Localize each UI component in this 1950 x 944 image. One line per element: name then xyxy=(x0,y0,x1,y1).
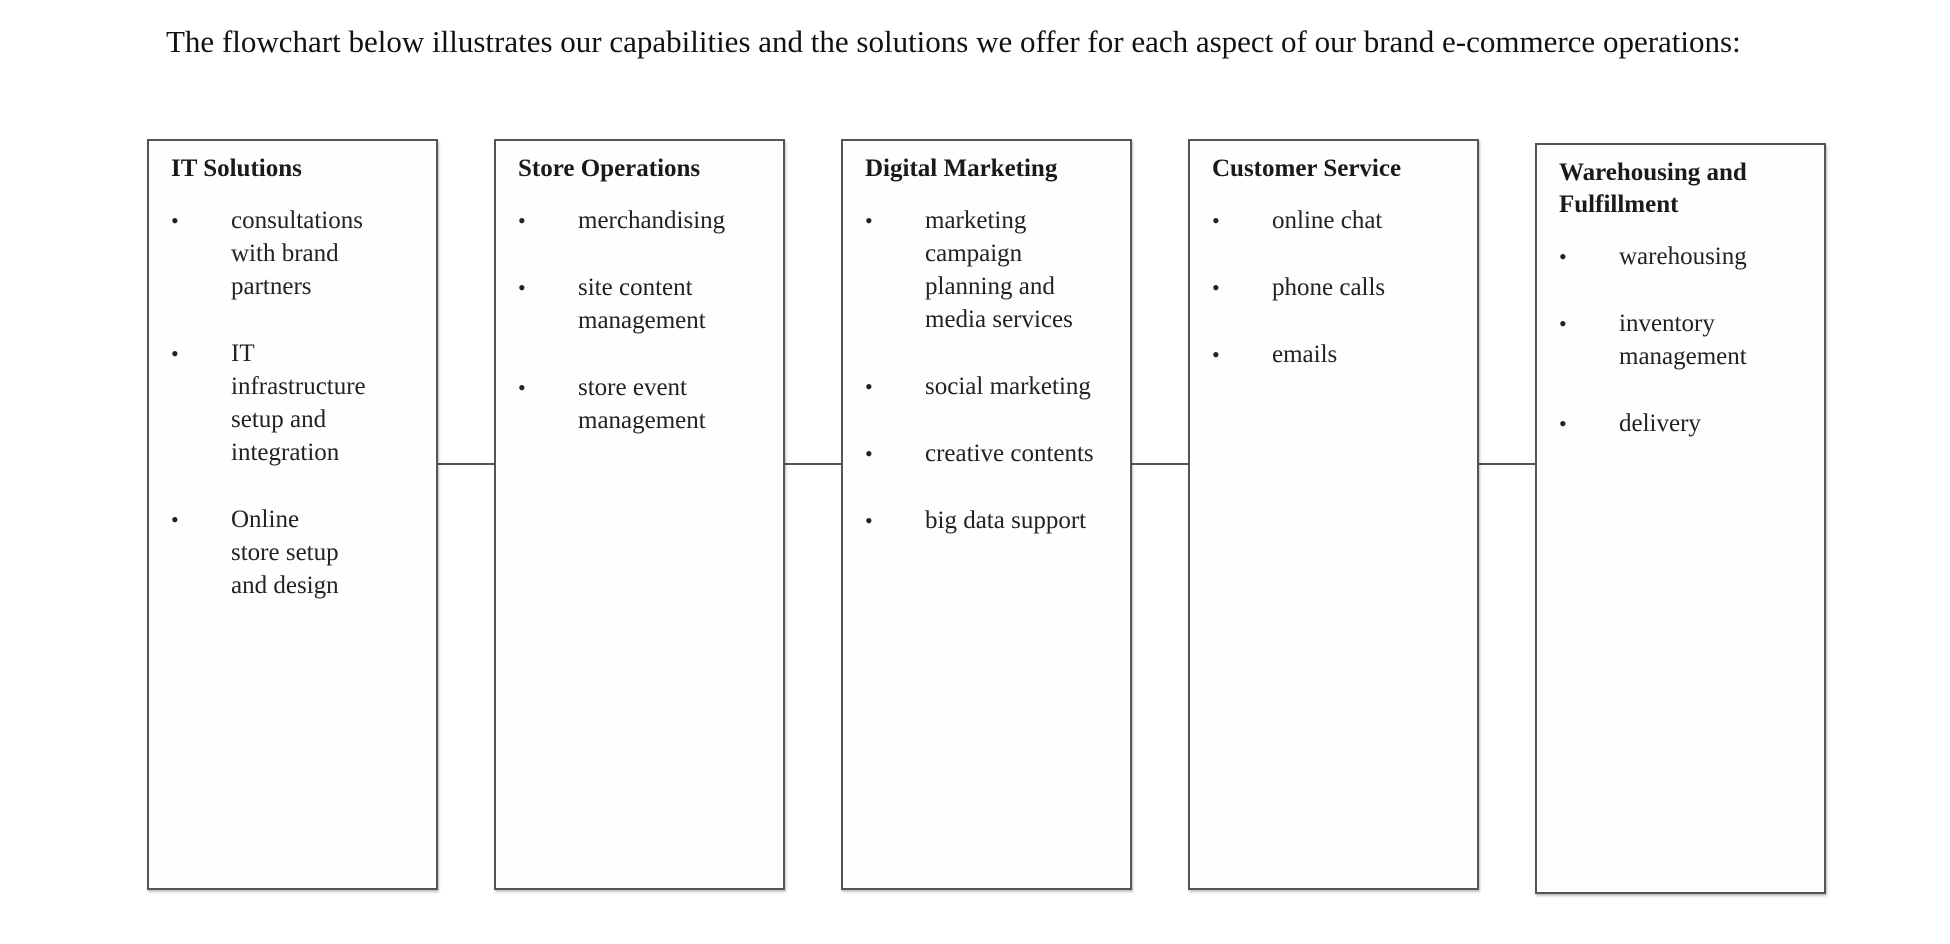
item-text: big data support xyxy=(925,507,1087,534)
list-item xyxy=(518,204,728,237)
item-text: Online store setup and design xyxy=(231,506,339,599)
item-text: marketing campaign planning and media services xyxy=(925,207,1073,333)
bullet-icon: • xyxy=(1559,411,1567,436)
box-title: IT Solutions xyxy=(171,155,302,182)
box-title: Customer Service xyxy=(1212,155,1402,182)
box-title: Store Operations xyxy=(518,155,701,182)
list-item xyxy=(865,504,1105,537)
item-text: IT infrastructure setup and integration xyxy=(231,340,366,466)
list-item xyxy=(171,337,366,469)
item-text: creative contents xyxy=(925,440,1094,467)
item-list xyxy=(865,204,1105,537)
intro-text: The flowchart below illustrates our capabilities and the solutions we offer for each aspect of our brand e-commerce operations: xyxy=(166,24,1741,59)
item-text: delivery xyxy=(1619,410,1701,437)
list-item xyxy=(1559,307,1799,373)
item-text: merchandising xyxy=(578,207,726,234)
connector-1 xyxy=(437,463,495,465)
bullet-icon: • xyxy=(865,508,873,533)
bullet-icon: • xyxy=(171,341,179,366)
connector-2 xyxy=(784,463,842,465)
connector-4 xyxy=(1478,463,1536,465)
item-text: site content management xyxy=(578,274,706,334)
list-item xyxy=(1212,204,1452,237)
item-text: warehousing xyxy=(1619,243,1747,270)
bullet-icon: • xyxy=(865,208,873,233)
bullet-icon: • xyxy=(1212,342,1220,367)
bullet-icon: • xyxy=(865,374,873,399)
item-text: online chat xyxy=(1272,207,1383,234)
connector-3 xyxy=(1131,463,1189,465)
list-item xyxy=(865,204,1105,336)
item-text: emails xyxy=(1272,341,1338,368)
bullet-icon: • xyxy=(1559,311,1567,336)
box-warehousing-fulfillment xyxy=(1535,143,1826,894)
list-item xyxy=(865,370,1105,403)
box-customer-service xyxy=(1188,139,1479,890)
item-text: inventory management xyxy=(1619,310,1747,370)
bullet-icon: • xyxy=(1212,275,1220,300)
list-item xyxy=(171,503,346,602)
bullet-icon: • xyxy=(518,275,526,300)
item-text: store event management xyxy=(578,374,706,434)
list-item xyxy=(1212,271,1452,304)
item-text: consultations with brand partners xyxy=(231,207,363,300)
box-digital-marketing xyxy=(841,139,1132,890)
box-it-solutions xyxy=(147,139,438,890)
box-title: Warehousing and Fulfillment xyxy=(1559,159,1747,218)
item-text: social marketing xyxy=(925,373,1091,400)
list-item xyxy=(1212,338,1452,371)
bullet-icon: • xyxy=(171,507,179,532)
list-item xyxy=(518,371,728,437)
bullet-icon: • xyxy=(171,208,179,233)
item-list xyxy=(1559,240,1799,440)
bullet-icon: • xyxy=(1559,244,1567,269)
item-list xyxy=(1212,204,1452,371)
bullet-icon: • xyxy=(518,375,526,400)
box-title: Digital Marketing xyxy=(865,155,1058,182)
bullet-icon: • xyxy=(518,208,526,233)
list-item xyxy=(171,204,363,303)
bullet-icon: • xyxy=(1212,208,1220,233)
bullet-icon: • xyxy=(865,441,873,466)
list-item xyxy=(518,271,728,337)
item-list xyxy=(171,204,366,602)
box-store-operations xyxy=(494,139,785,890)
item-text: phone calls xyxy=(1272,274,1386,301)
list-item xyxy=(1559,407,1799,440)
list-item xyxy=(865,437,1105,470)
item-list xyxy=(518,204,728,437)
list-item xyxy=(1559,240,1799,273)
